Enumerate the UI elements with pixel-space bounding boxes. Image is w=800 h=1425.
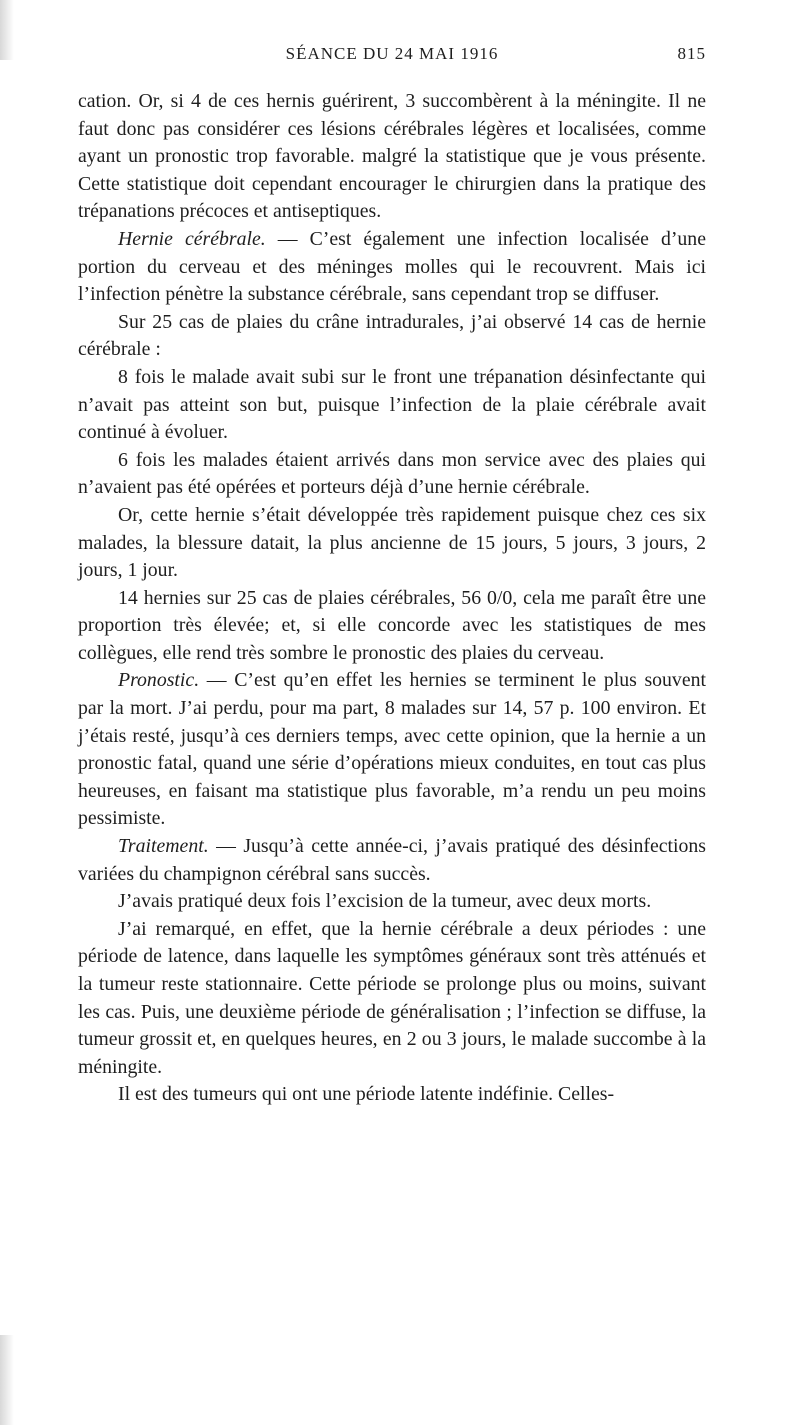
- paragraph: [78, 88, 706, 226]
- page-number: 815: [677, 44, 706, 63]
- paragraph-text: cation. Or, si 4 de ces hernis guérirent, 3 succombèrent à la méningite. Il ne faut donc pas considérer ces lésions cérébrales légères et localisées, comme ayant un pronostic trop favorable. malgré la statistique que je vous présente. Cette statistique doit cependant encourager le chirurgien dans la pratique des trépanations précoces et antiseptiques.: [78, 90, 706, 223]
- paragraph-text: — C’est qu’en effet les hernies se terminent le plus souvent par la mort. J’ai perdu, pour ma part, 8 malades sur 14, 57 p. 100 environ. Et j’étais resté, jusqu’à ces derniers temps, avec cette opinion, que la hernie a un pronostic fatal, quand une série d’opérations mieux conduites, en tout cas plus heureuses, en faisant ma statistique plus favorable, m’a rendu un peu moins pessimiste.: [78, 669, 706, 830]
- paragraph-text: Il est des tumeurs qui ont une période latente indéfinie. Celles-: [118, 1083, 615, 1106]
- paragraph-text: 14 hernies sur 25 cas de plaies cérébrales, 56 0/0, cela me paraît être une proportion très élevée; et, si elle concorde avec les statistiques de mes collègues, elle rend très sombre le pronostic des plaies du cerveau.: [78, 586, 706, 664]
- paragraph: [78, 888, 706, 916]
- paragraph-text: Or, cette hernie s’était développée très rapidement puisque chez ces six malades, la blessure datait, la plus ancienne de 15 jours, 5 jours, 3 jours, 2 jours, 1 jour.: [78, 503, 706, 582]
- body-text: [78, 88, 706, 1109]
- running-head: [78, 44, 706, 74]
- header-title: SÉANCE DU 24 MAI 1916: [285, 44, 499, 63]
- paragraph: [78, 226, 706, 309]
- section-heading-pronostic: Pronostic.: [118, 669, 200, 692]
- paragraph-text: 6 fois les malades étaient arrivés dans mon service avec des plaies qui n’avaient pas été opérées et porteurs déjà d’une hernie cérébrale.: [78, 448, 706, 499]
- paragraph-text: Sur 25 cas de plaies du crâne intradurales, j’ai observé 14 cas de hernie cérébrale :: [78, 310, 706, 361]
- paragraph: [78, 364, 706, 447]
- paragraph-text: — Jusqu’à cette année-ci, j’avais pratiqué des désinfections variées du champignon cérébral sans succès.: [78, 835, 706, 885]
- section-heading-hernie: Hernie cérébrale.: [118, 227, 266, 250]
- paragraph: [78, 502, 706, 585]
- paragraph-text: J’avais pratiqué deux fois l’excision de la tumeur, avec deux morts.: [118, 890, 652, 913]
- scan-edge-bottom: [0, 1335, 14, 1425]
- paragraph: [78, 447, 706, 502]
- paragraph-text: — C’est également une infection localisée d’une portion du cerveau et des méninges molles qui le recouvrent. Mais ici l’infection pénètre la substance cérébrale, sans cependant trop se diffuser.: [78, 227, 706, 306]
- paragraph-text: 8 fois le malade avait subi sur le front une trépanation désinfectante qui n’avait pas atteint son but, puisque l’infection de la plaie cérébrale avait continué à évoluer.: [78, 365, 706, 444]
- section-heading-traitement: Traitement.: [118, 835, 209, 858]
- paragraph: [78, 916, 706, 1082]
- paragraph: [78, 309, 706, 364]
- paragraph: [78, 585, 706, 668]
- scan-edge-top: [0, 0, 14, 60]
- paragraph: [78, 1081, 706, 1109]
- paragraph: [78, 667, 706, 833]
- paragraph: [78, 833, 706, 888]
- paragraph-text: J’ai remarqué, en effet, que la hernie cérébrale a deux périodes : une période de latence, dans laquelle les symptômes généraux sont très atténués et la tumeur reste stationnaire. Cette période se prolonge plus ou moins, suivant les cas. Puis, une deuxième période de généralisation ; l’infection se diffuse, la tumeur grossit et, en quelques heures, en 2 ou 3 jours, le malade succombe à la méningite.: [78, 917, 706, 1078]
